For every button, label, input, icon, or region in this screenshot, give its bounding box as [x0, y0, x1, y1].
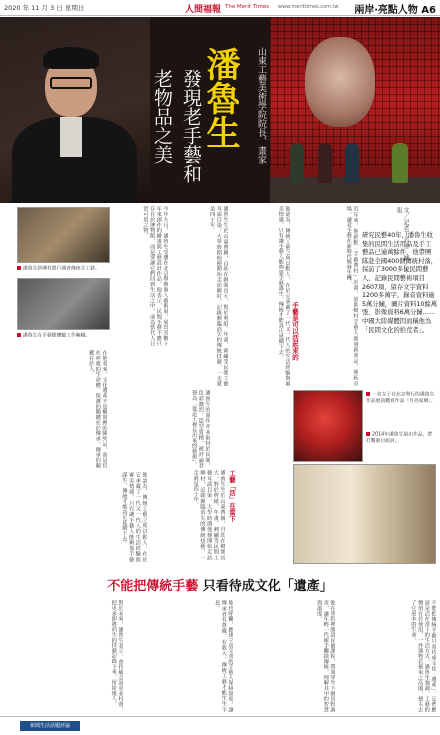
section-label: 兩岸‧亮點人物 A6 — [354, 5, 436, 16]
paper-logo: 人間福報 — [185, 5, 222, 15]
exhibition-face-artwork — [305, 37, 375, 127]
article-column: 潘魯生生於山東曹縣，自幼在鄉間長大，對於剪紙、年畫、刺繡等民間工藝耳濡目染。大學時期他便開始走訪鄉村，記錄瀕臨消失的傳統技藝，一走就是四十年。 — [208, 206, 228, 386]
glasses-icon — [50, 77, 92, 89]
pull-quote-part1: 不能把傳統手藝 — [107, 579, 199, 594]
section-subhead: 手藝是可以活起來的 — [291, 302, 299, 361]
caption-marker-icon — [17, 333, 21, 337]
photo-caption: 2014年潘魯生展出作品，帶打擊節目組員。 — [366, 432, 433, 444]
paper-logo-en: The Merit Times — [225, 4, 270, 10]
caption-marker-icon — [17, 266, 21, 270]
village-visit-photo — [17, 207, 110, 263]
masthead — [0, 0, 440, 16]
article-column: 今年九月，潘魯生受邀在北京舉辦個人藝術展，展出其數十年來創作的繪畫與工藝設計作品。他表示，民間手藝不應只存在於博物館，而是要讓它們回到生活之中，成為當代人日常可用之物。 — [141, 206, 168, 346]
section-subhead: 工藝「活」在當下 — [228, 470, 236, 522]
portrait-hair — [43, 47, 99, 69]
article-column: 他也呼籲，應建立更完善的手藝人保障制度，讓傳承者有尊嚴、有收入，傳統工藝才能生生不息。 — [213, 600, 233, 712]
article-column: 潘魯生生於山東曹縣，自幼在鄉間長大，對於剪紙、年畫、刺繡等民間工藝耳濡目染。大學時期他便開始走訪鄉村，記錄瀕臨消失的傳統技藝，一走就是四十年。 — [192, 470, 225, 560]
portrait-shirt — [60, 117, 82, 157]
caption-marker-icon — [366, 392, 370, 396]
pull-quote — [0, 575, 440, 599]
artwork-exhibit-photo — [293, 464, 436, 564]
article-column: 他在學院裡開設民藝課程，帶領學生下鄉田野調查，讓年輕一代親手觸摸傳統，理解其中的智慧與溫度。 — [315, 600, 335, 712]
photo-caption: 潘魯生在手藝館體驗工作編織。 — [17, 333, 112, 340]
visitor-figure — [345, 143, 359, 183]
paper-url: www.merittimes.com.tw — [278, 4, 339, 10]
visitor-figure — [290, 143, 304, 183]
article-summary: 研究民藝40年，潘魯生收集的民間生活用品及手工藝品已逾萬餘件，他帶團隊赴全國400個傳統村落，採訪了3000多位民間藝人，記錄民間藝術項目2607項，留存文字資料1200多萬字，錄音資料逾5萬分鐘，圖片資料10餘萬張、影像資料6萬分鐘……中國大陸媒體因而稱他為「民間文化的拾荒者」。 — [362, 232, 437, 334]
article-column: 不能把傳統手藝只看待成文化「遺產」，它們應該是活在當下的生活方式。潘魯生強調，工藝的價值在於使用，一件器物若被束之高閣，便失去了它原本的生命。 — [409, 600, 436, 712]
article-column: 在他看來，文化遺產不是櫥窗裡的陳列品，而是仍在呼吸的生命體。保護的關鍵在於傳承，傳承的關鍵在於人。 — [87, 350, 107, 468]
hero-name: 潘魯生 — [200, 47, 240, 149]
byline: 文／記者王若言 圖／本報 — [395, 207, 409, 273]
footer-badge: 新聞生活話題評論 — [20, 721, 80, 731]
page-footer — [0, 716, 440, 735]
hero-banner — [0, 17, 440, 203]
photo-caption: 潘魯生到鄉村農戶調查傳統手工藝。 — [17, 266, 112, 273]
hero-subtitle-line2: 老物品之美 — [151, 69, 173, 164]
hero-role: 山東工藝美術學院院長、畫家 — [256, 47, 266, 164]
portrait-photo — [0, 17, 150, 203]
visitor-figure — [318, 143, 332, 183]
photo-caption: 一名女子在北京舉行的潘魯生作品展前觀看作品「月亮家鄉」。 — [366, 392, 436, 404]
article-column: 他認為，傳統工藝之所以動人，在於它承載了一代又一代人的生活經驗與審美情感。只有讓手藝人能夠靠手藝謀生，傳統才能真正延續下去。 — [277, 206, 290, 386]
pull-quote-part2: 只看待成文化「遺產」 — [202, 579, 333, 594]
red-artwork-photo — [293, 390, 363, 462]
caption-marker-icon — [366, 432, 370, 436]
weaving-workshop-photo — [17, 278, 110, 330]
article-column: 他認為，傳統工藝之所以動人，在於它承載了一代又一代人的生活經驗與審美情感。只有讓手藝人能夠靠手藝謀生，傳統才能真正延續下去。 — [120, 472, 147, 562]
article-column: 近年來，他推動「手藝農村」計畫，協助鄉村手藝人開發新產品、開拓市場，讓老手藝在新時代煥發生機。 — [345, 206, 358, 386]
article-column: 對於未來，潘魯生表示，會持續走訪更多村落，把更多即將消失的技藝記錄下來，留給後人。 — [110, 600, 123, 712]
issue-date: 2020 年 11 月 3 日 星期日 — [4, 4, 85, 12]
article-column: 潘魯生的畫作亦多取材於民間，色彩濃烈，造型質樸，被評論者譽為「從泥土裡長出來的藝術」。 — [190, 390, 210, 468]
hero-subtitle-line1: 發現老手藝和 — [180, 69, 202, 183]
visitor-figure — [392, 143, 408, 183]
